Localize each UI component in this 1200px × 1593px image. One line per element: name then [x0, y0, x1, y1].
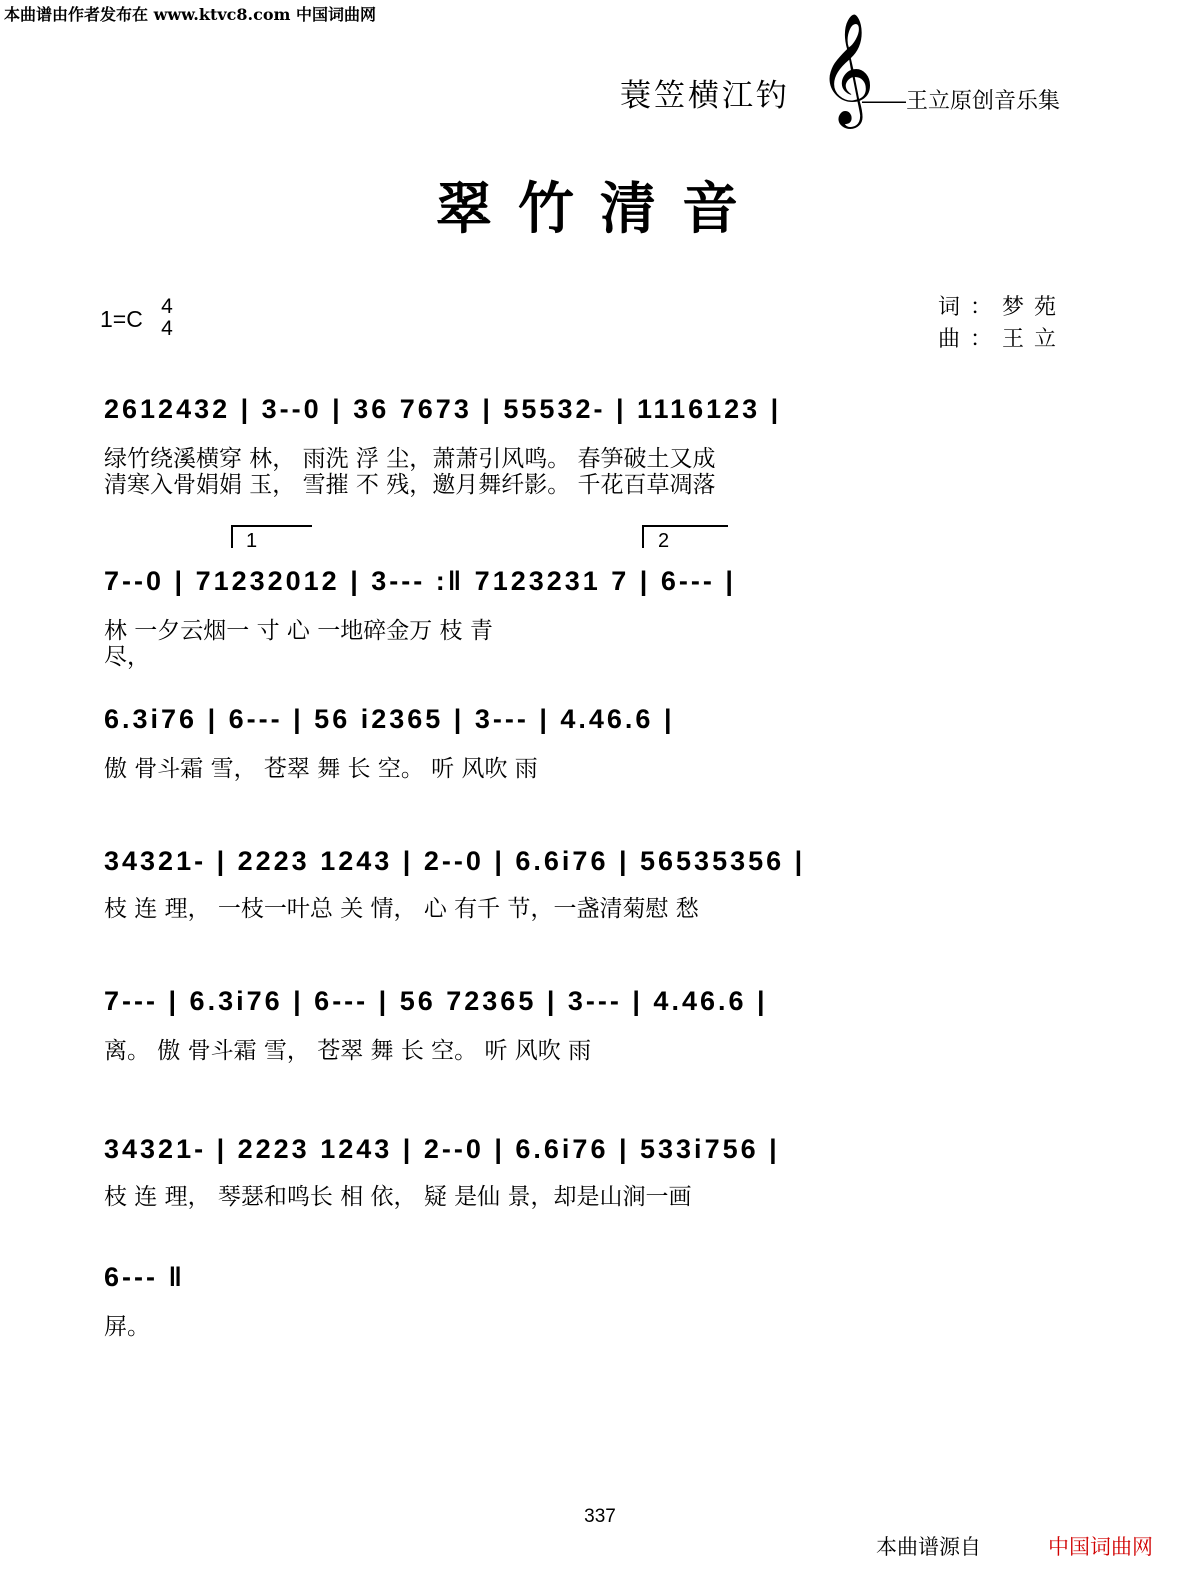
score-row-2-notes: 7--0 | 71232012 | 3--- :‖ 7123231 7 | 6--- | — [104, 566, 736, 596]
source-site-link[interactable]: 中国词曲网 — [1048, 1536, 1153, 1559]
composer-credit: 曲：王立 — [938, 327, 1067, 352]
score-row-3-lyrics: 傲 骨斗霜 雪， 苍翠 舞 长 空。 听 风吹 雨 — [104, 756, 538, 782]
score-row-7-notes: 6--- ‖ — [104, 1262, 185, 1292]
score-row-2-lyrics-verse-1: 林 一夕云烟一 寸 心 一地碎金万 枝 青 — [104, 618, 493, 644]
score-row-5-lyrics: 离。 傲 骨斗霜 雪， 苍翠 舞 长 空。 听 风吹 雨 — [104, 1038, 592, 1064]
score-row-1-notes: 2612432 | 3--0 | 36 7673 | 55532- | 1116123 | — [104, 394, 782, 424]
score-row-6-lyrics: 枝 连 理， 琴瑟和鸣长 相 依， 疑 是仙 景，却是山涧一画 — [104, 1184, 692, 1210]
score-row-5-notes: 7--- | 6.3i76 | 6--- | 56 72365 | 3--- | 4.46.6 | — [104, 986, 768, 1016]
volta-1-label: 1 — [246, 530, 258, 552]
song-title: 翠竹清音 — [436, 176, 764, 242]
treble-clef-icon: 𝄞 — [818, 12, 875, 124]
score-row-3-notes: 6.3i76 | 6--- | 56 i2365 | 3--- | 4.46.6 | — [104, 704, 675, 734]
score-row-1-lyrics-verse-2: 清寒入骨娟娟 玉， 雪摧 不 残，邀月舞纤影。 千花百草凋落 — [104, 472, 716, 498]
score-row-4-notes: 34321- | 2223 1243 | 2--0 | 6.6i76 | 56535356 | — [104, 846, 806, 876]
page-number: 337 — [584, 1506, 616, 1527]
score-row-2-lyrics-verse-2: 尽， — [104, 644, 150, 670]
time-signature-bottom: 4 — [161, 317, 173, 340]
lyricist-credit: 词：梦苑 — [938, 295, 1067, 320]
watermark-text: 本曲谱由作者发布在 www.ktvc8.com 中国词曲网 — [4, 5, 376, 24]
score-row-7-lyrics: 屏。 — [104, 1314, 150, 1340]
key-signature: 1=C — [100, 306, 143, 332]
time-signature-top: 4 — [161, 295, 173, 318]
source-label: 本曲谱源自 — [876, 1536, 981, 1559]
volta-2-label: 2 — [658, 530, 670, 552]
collection-title: ——王立原创音乐集 — [862, 88, 1061, 113]
series-title: 蓑笠横江钓 — [620, 78, 790, 114]
score-row-1-lyrics-verse-1: 绿竹绕溪横穿 林， 雨洗 浮 尘，萧萧引风鸣。 春笋破土又成 — [104, 446, 716, 472]
score-row-4-lyrics: 枝 连 理， 一枝一叶总 关 情， 心 有千 节，一盏清菊慰 愁 — [104, 896, 699, 922]
score-row-6-notes: 34321- | 2223 1243 | 2--0 | 6.6i76 | 533i756 | — [104, 1134, 780, 1164]
